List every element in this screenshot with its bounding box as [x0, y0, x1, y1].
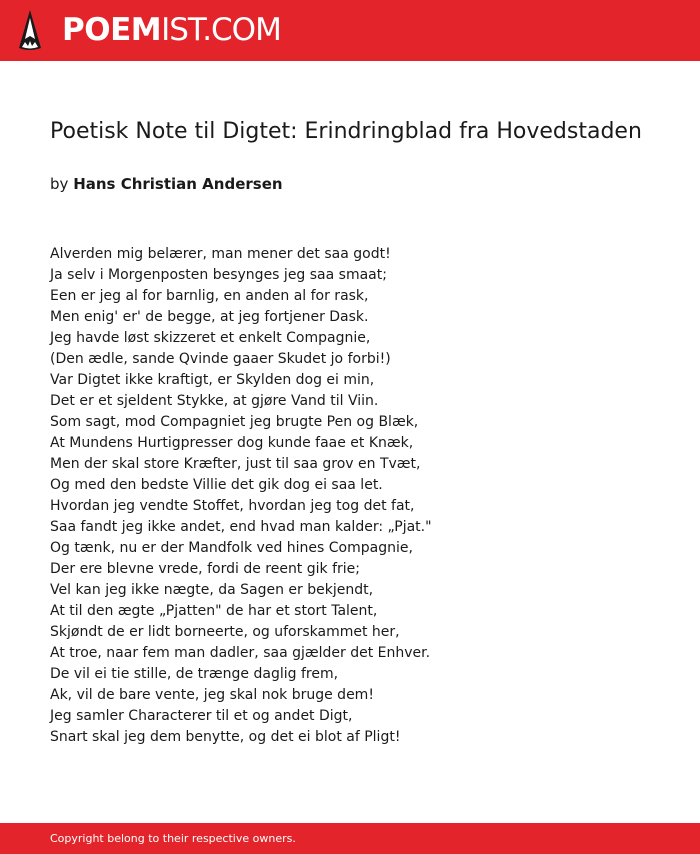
pen-nib-icon[interactable]: [18, 9, 42, 51]
poem-line: Jeg samler Characterer til et og andet Digt,: [50, 708, 353, 724]
poem-line: Som sagt, mod Compagniet jeg brugte Pen og Blæk,: [50, 414, 419, 430]
poem-line: Men der skal store Kræfter, just til saa grov en Tvæt,: [50, 456, 421, 472]
poem-line: Een er jeg al for barnlig, en anden al for rask,: [50, 288, 369, 304]
poem-line: Ak, vil de bare vente, jeg skal nok bruge dem!: [50, 687, 374, 703]
poem-line: Skjøndt de er lidt borneerte, og uforskammet her,: [50, 624, 400, 640]
poem-line: Alverden mig belærer, man mener det saa godt!: [50, 246, 391, 262]
byline: [50, 173, 283, 195]
poem-line: Jeg havde løst skizzeret et enkelt Compagnie,: [50, 330, 371, 346]
poem-line: Ja selv i Morgenposten besynges jeg saa smaat;: [50, 267, 387, 283]
site-logo[interactable]: [62, 11, 281, 49]
site-footer: [0, 823, 700, 854]
logo-text-light: IST.COM: [161, 12, 281, 48]
logo-text-bold: POEM: [62, 12, 162, 48]
poem-line: At til den ægte „Pjatten" de har et stort Talent,: [50, 603, 378, 619]
poem-line: At troe, naar fem man dadler, saa gjælder det Enhver.: [50, 645, 431, 661]
poem-line: Vel kan jeg ikke nægte, da Sagen er bekjendt,: [50, 582, 374, 598]
poem-line: Og tænk, nu er der Mandfolk ved hines Compagnie,: [50, 540, 413, 556]
site-header: [0, 0, 700, 61]
copyright-notice: Copyright belong to their respective owners.: [50, 832, 296, 845]
poem-line: Var Digtet ikke kraftigt, er Skylden dog ei min,: [50, 372, 375, 388]
poem-line: Snart skal jeg dem benytte, og det ei blot af Pligt!: [50, 729, 401, 745]
poem-line: (Den ædle, sande Qvinde gaaer Skudet jo forbi!): [50, 351, 391, 367]
poem-line: Og med den bedste Villie det gik dog ei saa let.: [50, 477, 383, 493]
poem-line: Det er et sjeldent Stykke, at gjøre Vand til Viin.: [50, 393, 379, 409]
poem-body: [50, 244, 650, 748]
poem-title: Poetisk Note til Digtet: Erindringblad fra Hovedstaden: [50, 119, 642, 144]
poem-line: At Mundens Hurtigpresser dog kunde faae et Knæk,: [50, 435, 414, 451]
poem-line: Men enig' er' de begge, at jeg fortjener Dask.: [50, 309, 369, 325]
poem-line: Saa fandt jeg ikke andet, end hvad man kalder: „Pjat.": [50, 519, 432, 535]
author-name: Hans Christian Andersen: [73, 175, 283, 193]
byline-label: by: [50, 175, 69, 193]
poem-line: Hvordan jeg vendte Stoffet, hvordan jeg tog det fat,: [50, 498, 415, 514]
poem-line: De vil ei tie stille, de trænge daglig frem,: [50, 666, 339, 682]
poem-line: Der ere blevne vrede, fordi de reent gik frie;: [50, 561, 360, 577]
